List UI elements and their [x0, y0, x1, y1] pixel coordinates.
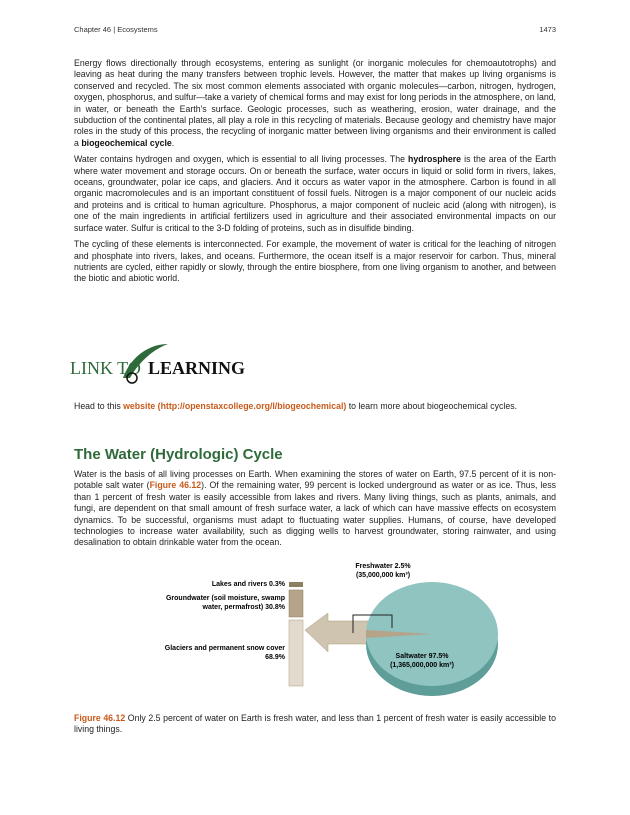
arrow-to-bar: [305, 613, 368, 652]
label-saltwater-volume: (1,365,000,000 km³): [390, 662, 454, 669]
label-glaciers-line2: 68.9%: [265, 654, 285, 661]
page-number: 1473: [539, 25, 556, 34]
figure-caption: Figure 46.12 Only 2.5 percent of water on Earth is fresh water, and less than 1 percent of fresh water is easily accessible to living things.: [74, 713, 556, 735]
link-to-learning-logo: [68, 338, 248, 388]
bar-lakes-rivers: [289, 582, 303, 587]
paragraph-1: Energy flows directionally through ecosystems, entering as sunlight (or inorganic molecules for chemoautotrophs) and leaving as heat during the many transfers between trophic levels. However, the matter that makes up living organisms is conserved and recycled. The six most common elements associated with organic molecules—carbon, nitrogen, hydrogen, oxygen, phosphorus, and sulfur—take a variety of chemical forms and may exist for long periods in the atmosphere, on land, in water, or beneath the Earth's surface. Geologic processes, such as weathering, erosion, water drainage, and the subduction of the continental plates, all play a role in this recycling of materials. Because geology and chemistry have major roles in the study of this process, the recycling of inorganic matter between living organisms and their environment is called a biogeochemical cycle.: [74, 58, 556, 148]
section-water-cycle: [74, 446, 556, 549]
label-lakes-rivers: Lakes and rivers 0.3%: [211, 581, 285, 588]
water-distribution-chart: [142, 556, 502, 712]
caption-label: Figure 46.12: [74, 713, 126, 723]
paragraph-3: The cycling of these elements is interconnected. For example, the movement of water is critical for the leaching of nitrogen and phosphate into rivers, lakes, and oceans. Furthermore, the ocean itself is a major reservoir for carbon. Thus, mineral nutrients are cycled, either rapidly or slowly, through the entire biosphere, from one living organism to another, and between the biotic and abiotic world.: [74, 239, 556, 284]
website-link[interactable]: website (http://openstaxcollege.org/l/biogeochemical): [123, 401, 347, 411]
logo-link-to: LINK TO: [70, 358, 141, 378]
section-paragraph: Water is the basis of all living processes on Earth. When examining the stores of water on Earth, 97.5 percent of it is non-potable salt water (Figure 46.12). Of the remaining water, 99 percent is locked underground as water or as ice. Thus, less than 1 percent of fresh water is easily accessible from lakes and rivers. Many living things, such as plants, animals, and fungi, are dependent on that small amount of fresh surface water, a lack of which can have massive effects on ecosystem dynamics. To be successful, organisms must adapt to fluctuating water supplies. Humans, of course, have developed technologies to increase water availability, such as digging wells to harvest groundwater, storing rainwater, and using desalination to obtain drinkable water from the ocean.: [74, 469, 556, 548]
chapter-title: Chapter 46 | Ecosystems: [74, 25, 158, 34]
label-freshwater-volume: (35,000,000 km³): [355, 572, 411, 579]
bar-glaciers: [289, 620, 303, 686]
logo-learning: LEARNING: [148, 358, 246, 378]
term-hydrosphere: hydrosphere: [408, 154, 462, 165]
bar-groundwater: [289, 590, 303, 617]
label-glaciers-line1: Glaciers and permanent snow cover: [164, 645, 285, 652]
figure-reference-link[interactable]: Figure 46.12: [149, 480, 202, 491]
link-to-learning-text: Head to this website (http://openstaxcollege.org/l/biogeochemical) to learn more about biogeochemical cycles.: [74, 401, 518, 411]
label-groundwater-line1: Groundwater (soil moisture, swamp: [165, 595, 285, 602]
term-biogeochemical-cycle: biogeochemical cycle: [81, 137, 172, 148]
section-title: The Water (Hydrologic) Cycle: [74, 446, 283, 463]
body-paragraphs: [74, 58, 556, 285]
paragraph-2: Water contains hydrogen and oxygen, which is essential to all living processes. The hydrosphere is the area of the Earth where water movement and storage occurs. On or beneath the surface, water occurs in liquid or solid form in rivers, lakes, oceans, groundwater, polar ice caps, and glaciers. And it occurs as water vapor in the atmosphere. Carbon is found in all organic macromolecules and is an important constituent of fossil fuels. Nitrogen is a major component of our nucleic acids and proteins and is critical to human agriculture. Phosphorus, a major component of nucleic acid (along with nitrogen), is one of the main ingredients in artificial fertilizers used in agriculture and their associated environmental impacts on our surface water. Sulfur is critical to the 3-D folding of proteins, such as in disulfide binding.: [74, 154, 556, 233]
label-groundwater-line2: water, permafrost) 30.8%: [202, 604, 285, 611]
label-saltwater: Saltwater 97.5%: [395, 653, 449, 660]
label-freshwater: Freshwater 2.5%: [355, 563, 411, 570]
